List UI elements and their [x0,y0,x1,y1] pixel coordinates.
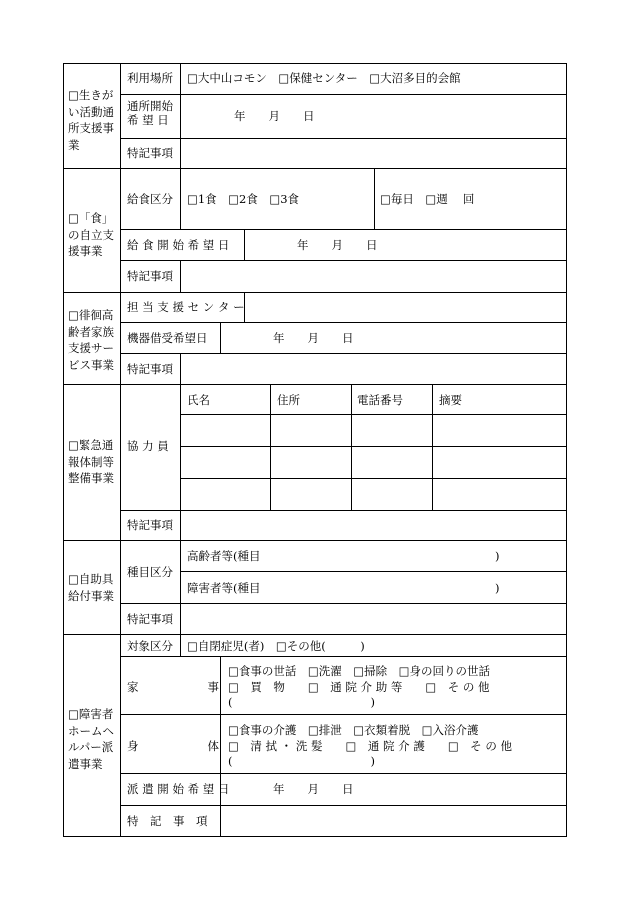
frame-left [63,63,64,837]
notes-label: 特記事項 [127,518,173,532]
place-label: 利用場所 [127,71,173,85]
sec-sep [63,168,567,169]
center-label: 担 当 支 援 セ ン タ ー [127,300,245,314]
meal-start-label: 給 食 開 始 希 望 日 [127,238,230,252]
device-label: 機器借受希望日 [127,331,208,345]
elderly-close: ) [495,549,500,563]
col-phone: 電話番号 [357,393,403,407]
device-date-field[interactable]: 年 月 日 [273,331,354,345]
sec-sep [63,384,567,385]
meal-label: 給食区分 [127,192,173,206]
physical-label: 身 体 [127,739,219,753]
section-title-ikigai[interactable]: □生きが い活動通 所支援事 業 [68,88,114,153]
notes-label: 特記事項 [127,612,173,626]
dispatch-start-label: 派 遣 開 始 希 望 日 [127,782,230,796]
meal-start-field[interactable]: 年 月 日 [297,238,378,252]
frame-right [566,63,567,837]
frame-bottom [63,836,567,837]
col-remarks: 摘要 [439,393,462,407]
freq-options[interactable]: □毎日 □週 回 [380,192,475,206]
dispatch-start-field[interactable]: 年 月 日 [273,782,354,796]
type-label: 種目区分 [127,565,173,579]
disabled-field[interactable]: 障害者等(種目 [187,581,261,595]
housework-options-2[interactable]: □ 買 物 □ 通 院 介 助 等 □ そ の 他 [228,680,490,694]
housework-other[interactable]: ( ) [228,695,375,709]
start-date-field[interactable]: 年 月 日 [234,109,315,123]
elderly-field[interactable]: 高齢者等(種目 [187,549,261,563]
physical-options-2[interactable]: □ 清 拭 ・ 洗 髪 □ 通 院 介 護 □ そ の 他 [228,739,512,753]
notes-label: 特 記 事 項 [127,814,208,828]
cooperator-label: 協 力 員 [127,439,169,453]
section-title-meal[interactable]: □「食」 の自立支 援事業 [68,211,114,259]
housework-options-1[interactable]: □食事の世話 □洗濯 □掃除 □身の回りの世話 [228,664,490,678]
notes-label: 特記事項 [127,362,173,376]
physical-other[interactable]: ( ) [228,754,375,768]
section-title-wander[interactable]: □徘徊高 齢者家族 支援サー ビス事業 [68,308,114,373]
notes-label: 特記事項 [127,146,173,160]
col-name: 氏名 [187,393,210,407]
frame-top [63,63,567,64]
meal-options[interactable]: □1食 □2食 □3食 [187,192,300,206]
sec-sep [63,540,567,541]
place-options[interactable]: □大中山コモン □保健センター □大沼多目的会館 [187,71,461,85]
housework-label: 家 事 [127,680,219,694]
target-options[interactable]: □自閉症児(者) □その他( ) [187,639,365,653]
sec-sep [63,634,567,635]
section-title-aids[interactable]: □自助具 給付事業 [68,572,114,603]
disabled-close: ) [495,581,500,595]
sec-sep [63,292,567,293]
col-address: 住所 [277,393,300,407]
section-title-emergency[interactable]: □緊急通 報体制等 整備事業 [68,438,114,486]
start-date-label: 通所開始 希 望 日 [127,99,173,128]
physical-options-1[interactable]: □食事の介護 □排泄 □衣類着脱 □入浴介護 [228,723,479,737]
section-title-helper[interactable]: □障害者 ホームヘ ルパー派 遣事業 [68,707,114,772]
target-label: 対象区分 [127,639,173,653]
notes-label: 特記事項 [127,269,173,283]
